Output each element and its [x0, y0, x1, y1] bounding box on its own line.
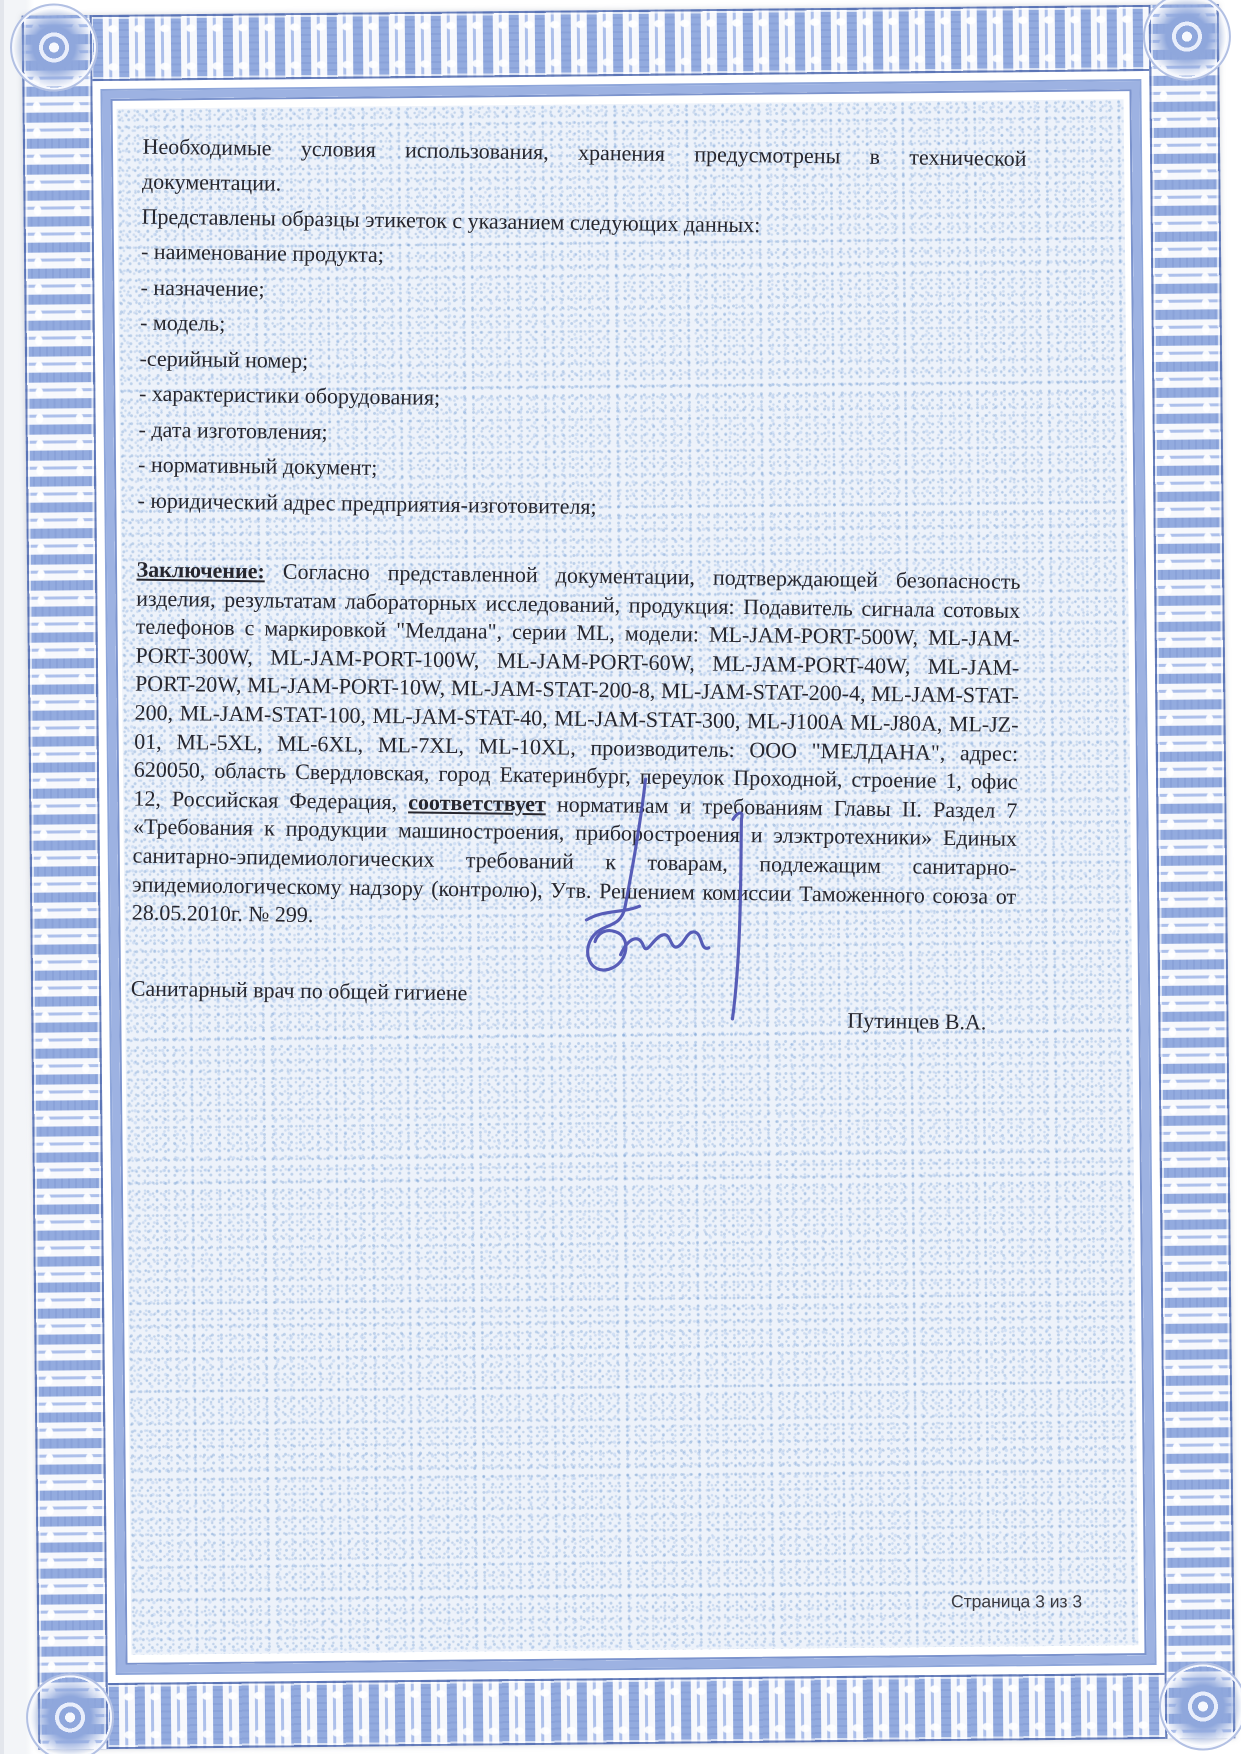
list-item: - нормативный документ; [137, 451, 378, 480]
conclusion-emphasis: соответствует [408, 789, 547, 817]
page-number-label: Страница 3 из 3 [950, 1591, 1082, 1612]
intro-paragraph-1: Необходимые условия использования, хранения предусмотрены в технической документации. [141, 133, 1027, 196]
guilloche-border-top [22, 4, 1220, 81]
signature-row [130, 975, 1015, 1035]
corner-rosette-ornament [1159, 1662, 1241, 1751]
document-body-area [117, 99, 1139, 1655]
list-item: - характеристики оборудования; [138, 380, 441, 410]
list-item: - модель; [139, 309, 226, 336]
list-item: - юридический адрес предприятия-изготовителя; [137, 487, 597, 519]
list-item: -серийный номер; [139, 345, 309, 373]
label-data-list [137, 234, 1025, 530]
intro-paragraph-2: Представлены образцы этикеток с указанием следующих данных: [141, 203, 761, 238]
document-text-block [130, 129, 1026, 1036]
list-item: - дата изготовления; [138, 416, 328, 444]
corner-rosette-ornament [10, 3, 99, 92]
conclusion-text-before: Согласно представленной документации, подтверждающей безопасность изделия, результатам лабораторных исследований, продукция: Подавитель сигнала сотовых телефонов с маркировкой "Мелдана", серии ML, модели: ML-JAM-PORT-500W, ML-JAM-PORT-300W, ML-JAM-PORT-100W, ML-JAM-PORT-60W, ML-JAM-PORT-40W, ML-JAM-PORT-20W, ML-JAM-PORT-10W, ML-JAM-STAT-200-8, ML-JAM-STAT-200-4, ML-JAM-STAT-200, ML-JAM-STAT-100, ML-JAM-STAT-40, ML-JAM-STAT-300, ML-J100A ML-J80A, ML-JZ-01, ML-5XL, ML-6XL, ML-7XL, ML-10XL, производитель: ООО "МЕЛДАНА", адрес: 620050, область Свердловская, город Екатеринбург, переулок Проходной, строение 1, офис 12, Российская Федерация, [133, 558, 1021, 814]
list-item: - наименование продукта; [140, 238, 384, 268]
conclusion-text-after: нормативам и требованиям Главы II. Раздел 7 «Требования к продукции машиностроения, приборостроения и элэктротехники» Единых санитарно-эпидемиологических требований к товарам, подлежащим санитарно-эпидемиологическому надзору (контролю), Утв. Решением комиссии Таможенного союза от 28.05.2010г. № 299. [131, 791, 1018, 928]
guilloche-border-right [1149, 4, 1236, 1739]
certificate-paper [22, 4, 1236, 1749]
signatory-role: Санитарный врач по общей гигиене [130, 975, 468, 1005]
guilloche-border-left [22, 15, 109, 1750]
list-item: - назначение; [140, 274, 265, 301]
conclusion-label: Заключение: [136, 556, 266, 584]
conclusion-paragraph [132, 556, 1021, 940]
guilloche-border-bottom [38, 1672, 1236, 1749]
signatory-name: Путинцев В.А. [847, 1007, 987, 1035]
